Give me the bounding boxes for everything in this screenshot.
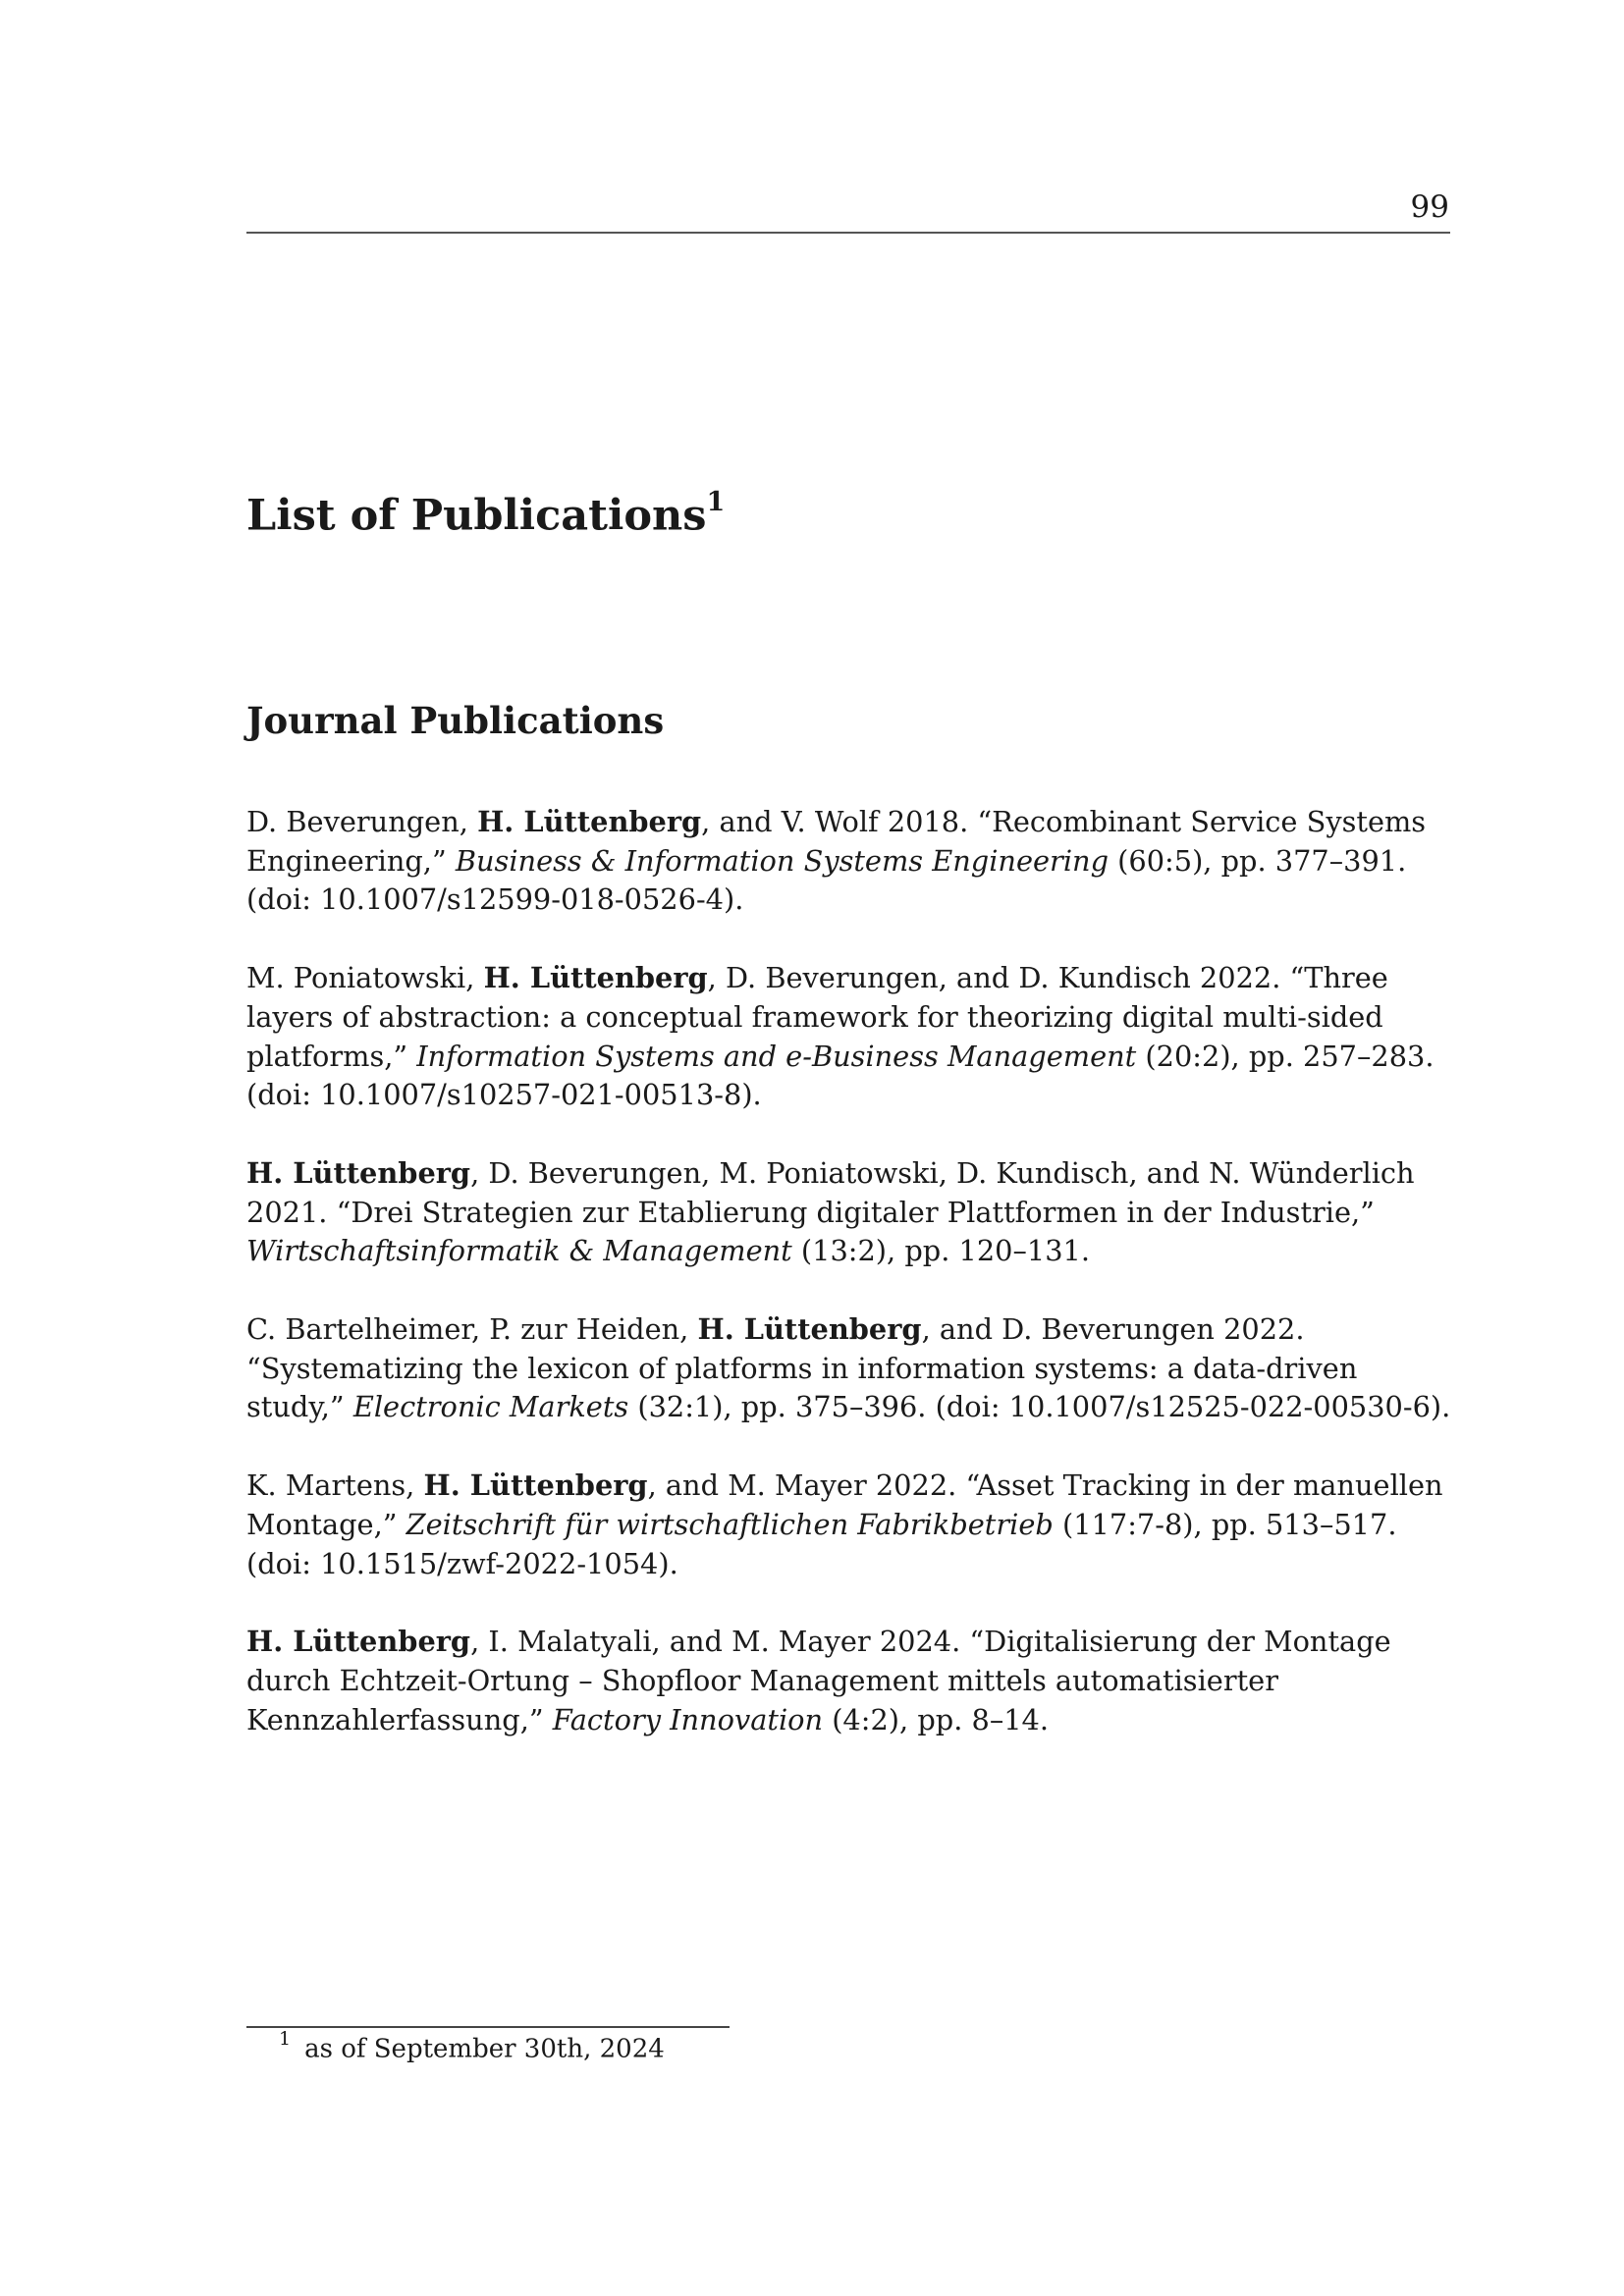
- journal-name: Electronic Markets: [352, 1390, 629, 1424]
- publication-entry: [246, 1154, 1456, 1271]
- publication-details: (13:2), pp. 120–131.: [791, 1234, 1091, 1268]
- publication-title: , D. Beverungen, M. Poniatowski, D. Kundisch, and N. Wünderlich 2021. “Drei Strategien zur Etablierung digitaler Plattformen in der Industrie,”: [246, 1155, 1415, 1229]
- publication-entry: [246, 959, 1456, 1115]
- footnote-text: as of September 30th, 2024: [304, 2034, 665, 2064]
- publication-authors: C. Bartelheimer, P. zur Heiden,: [246, 1312, 698, 1347]
- highlighted-author: H. Lüttenberg: [477, 805, 702, 838]
- publication-authors: M. Poniatowski,: [246, 961, 484, 995]
- journal-name: Information Systems and e-Business Management: [416, 1039, 1137, 1073]
- highlighted-author: H. Lüttenberg: [697, 1312, 922, 1347]
- publication-title: , and D. Beverungen 2022. “Systematizing the lexicon of platforms in information systems: a data-driven study,”: [246, 1312, 1358, 1424]
- publication-details: (117:7-8), pp. 513–517. (doi: 10.1515/zwf-2022-1054).: [246, 1507, 1397, 1580]
- footnote-marker: 1: [279, 2028, 292, 2050]
- publication-title: , and M. Mayer 2022. “Asset Tracking in der manuellen Montage,”: [246, 1468, 1443, 1541]
- publication-details: (20:2), pp. 257–283. (doi: 10.1007/s10257-021-00513-8).: [246, 1039, 1435, 1112]
- publication-title: , I. Malatyali, and M. Mayer 2024. “Digitalisierung der Montage durch Echtzeit-Ortung – Shopfloor Management mittels automatisierter Kennzahlerfassung,”: [246, 1625, 1391, 1736]
- highlighted-author: H. Lüttenberg: [423, 1468, 648, 1503]
- publication-details: (32:1), pp. 375–396. (doi: 10.1007/s12525-022-00530-6).: [628, 1390, 1451, 1424]
- publication-authors: D. Beverungen,: [246, 805, 478, 838]
- page-number: 99: [1410, 189, 1449, 225]
- highlighted-author: H. Lüttenberg: [246, 1155, 471, 1190]
- footnote-rule: [246, 2026, 730, 2028]
- publication-list: [246, 803, 1456, 1779]
- highlighted-author: H. Lüttenberg: [483, 961, 708, 995]
- publication-title: , D. Beverungen, and D. Kundisch 2022. “Three layers of abstraction: a conceptual framework for theorizing digital multi-sided platforms,”: [246, 961, 1388, 1073]
- footnote: [279, 2030, 665, 2066]
- publication-details: (60:5), pp. 377–391. (doi: 10.1007/s12599-018-0526-4).: [246, 843, 1407, 917]
- publication-title: , and V. Wolf 2018. “Recombinant Service Systems Engineering,”: [246, 805, 1427, 878]
- header-rule: [246, 232, 1450, 234]
- highlighted-author: H. Lüttenberg: [246, 1625, 471, 1659]
- publication-entry: [246, 1623, 1456, 1739]
- chapter-title-text: List of Publications: [246, 491, 707, 541]
- publication-entry: [246, 803, 1456, 920]
- journal-name: Zeitschrift für wirtschaftlichen Fabrikbetrieb: [406, 1507, 1054, 1541]
- journal-name: Wirtschaftsinformatik & Management: [246, 1234, 792, 1268]
- publication-details: (4:2), pp. 8–14.: [823, 1702, 1050, 1736]
- journal-name: Factory Innovation: [552, 1702, 824, 1736]
- journal-name: Business & Information Systems Engineering: [455, 843, 1110, 878]
- publication-entry: [246, 1310, 1456, 1427]
- footnote-reference[interactable]: 1: [706, 487, 726, 517]
- section-title: Journal Publications: [246, 699, 665, 742]
- chapter-title: [246, 487, 726, 542]
- publication-entry: [246, 1467, 1456, 1583]
- publication-authors: K. Martens,: [246, 1468, 424, 1503]
